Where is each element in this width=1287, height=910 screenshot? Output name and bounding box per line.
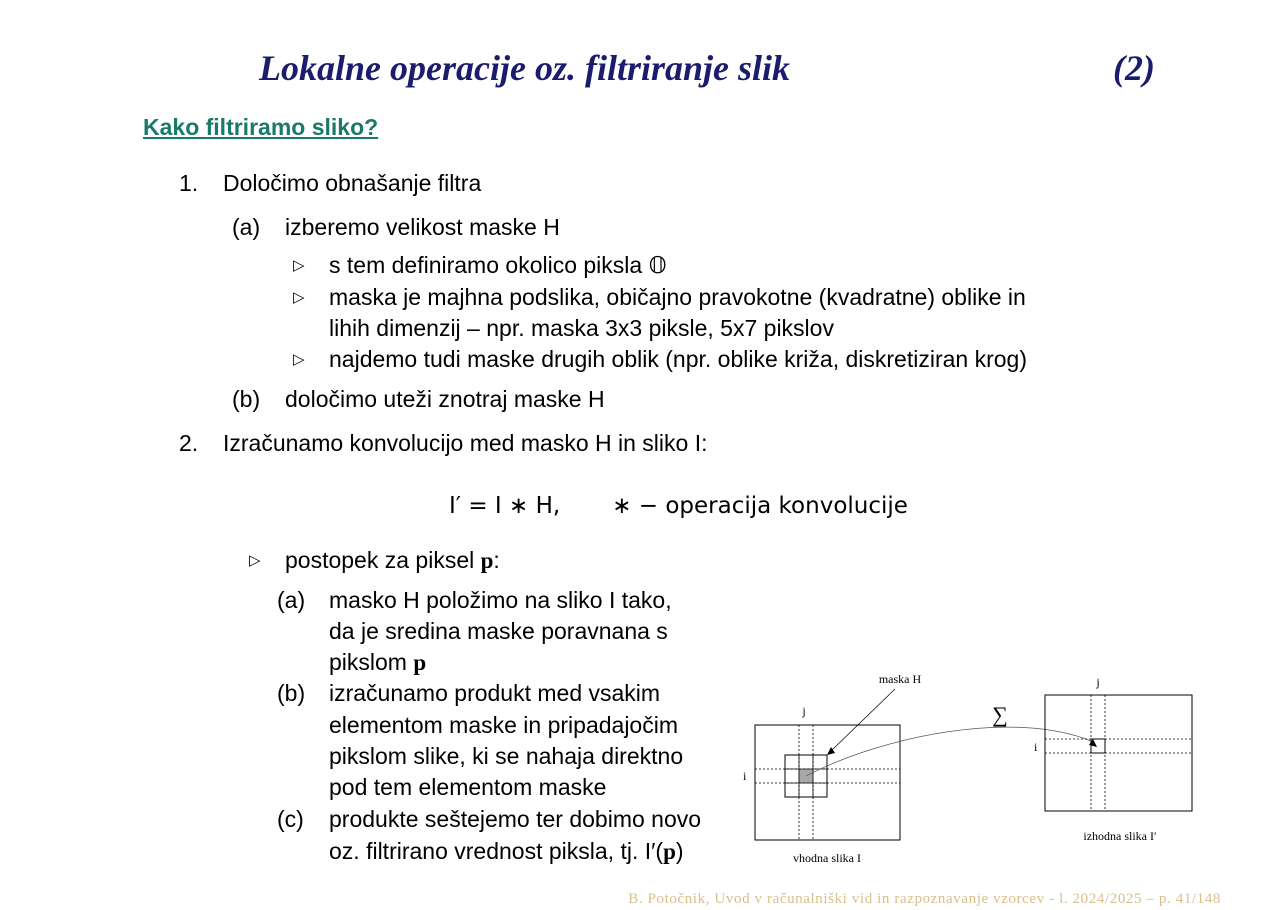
bullet2-line1: maska je majhna podslika, običajno pravokotne (kvadratne) oblike in [329, 284, 1026, 310]
sum-arrowhead [1089, 739, 1097, 747]
slide-number: (2) [1113, 48, 1155, 88]
item2-label: 2. [179, 430, 199, 456]
step-c-label: (c) [277, 806, 304, 832]
step-c-line2-text: oz. filtrirano vrednost piksla, tj. I′( [329, 838, 664, 864]
output-j-label: j [1096, 675, 1100, 689]
step-b-line3: pikslom slike, ki se nahaja direktno [329, 743, 684, 769]
mask-pointer-line [831, 689, 895, 751]
output-i-label: i [1034, 740, 1038, 754]
step-a-label: (a) [277, 587, 306, 613]
procedure-heading-colon: : [493, 547, 500, 573]
step-c-line2-end: ) [675, 838, 684, 864]
input-j-label: j [802, 704, 806, 718]
item1a-text: izberemo velikost maske H [285, 214, 560, 240]
item1-text: Določimo obnašanje filtra [223, 170, 482, 196]
step-a-line3 [329, 648, 426, 677]
step-b-line2: elementom maske in pripadajočim [329, 712, 678, 738]
mask-label: maska H [878, 672, 922, 686]
triangle-bullet-icon: ▷ [293, 289, 305, 306]
step-b-line1: izračunamo produkt med vsakim [329, 680, 661, 706]
procedure-heading [285, 546, 500, 575]
step-a-line1: masko H položimo na sliko I tako, [329, 587, 672, 613]
equation-lhs: I′ = I ∗ H, [449, 493, 561, 519]
step-b-line4: pod tem elementom maske [329, 774, 607, 800]
section-heading: Kako filtriramo sliko? [143, 114, 379, 140]
pixel-symbol: p [413, 650, 427, 675]
bullet1-text: s tem definiramo okolico piksla 𝕆 [329, 252, 667, 278]
procedure-heading-text: postopek za piksel [285, 547, 481, 573]
input-caption: vhodna slika I [793, 851, 861, 865]
item2-text: Izračunamo konvolucijo med masko H in sliko I: [223, 430, 708, 456]
convolution-diagram [735, 665, 1205, 875]
input-i-label: i [743, 769, 747, 783]
output-caption: izhodna slika I′ [1083, 829, 1157, 843]
step-a-line2: da je sredina maske poravnana s [329, 618, 668, 644]
sum-symbol: ∑ [992, 702, 1008, 727]
convolution-equation [449, 491, 908, 521]
step-a-line3-text: pikslom [329, 649, 414, 675]
triangle-bullet-icon: ▷ [293, 257, 305, 274]
bullet2-line2: lihih dimenzij – npr. maska 3x3 piksle, 5x7 pikslov [329, 315, 834, 341]
step-c-line1: produkte seštejemo ter dobimo novo [329, 806, 702, 832]
step-b-label: (b) [277, 680, 306, 706]
item1b-label: (b) [232, 386, 261, 412]
pixel-symbol: p [480, 548, 494, 573]
slide-title: Lokalne operacije oz. filtriranje slik [259, 48, 790, 88]
step-c-line2 [329, 837, 684, 866]
item1-label: 1. [179, 170, 199, 196]
triangle-bullet-icon: ▷ [293, 351, 305, 368]
item1b-text: določimo uteži znotraj maske H [285, 386, 605, 412]
item1a-label: (a) [232, 214, 261, 240]
pixel-symbol: p [663, 839, 676, 864]
equation-rhs: ∗ − operacija konvolucije [612, 493, 908, 519]
slide-footer: B. Potočnik, Uvod v računalniški vid in razpoznavanje vzorcev - l. 2024/2025 – p. 41/148 [628, 891, 1221, 907]
triangle-bullet-icon: ▷ [249, 552, 261, 569]
bullet3-text: najdemo tudi maske drugih oblik (npr. oblike križa, diskretiziran krog) [329, 346, 1027, 372]
